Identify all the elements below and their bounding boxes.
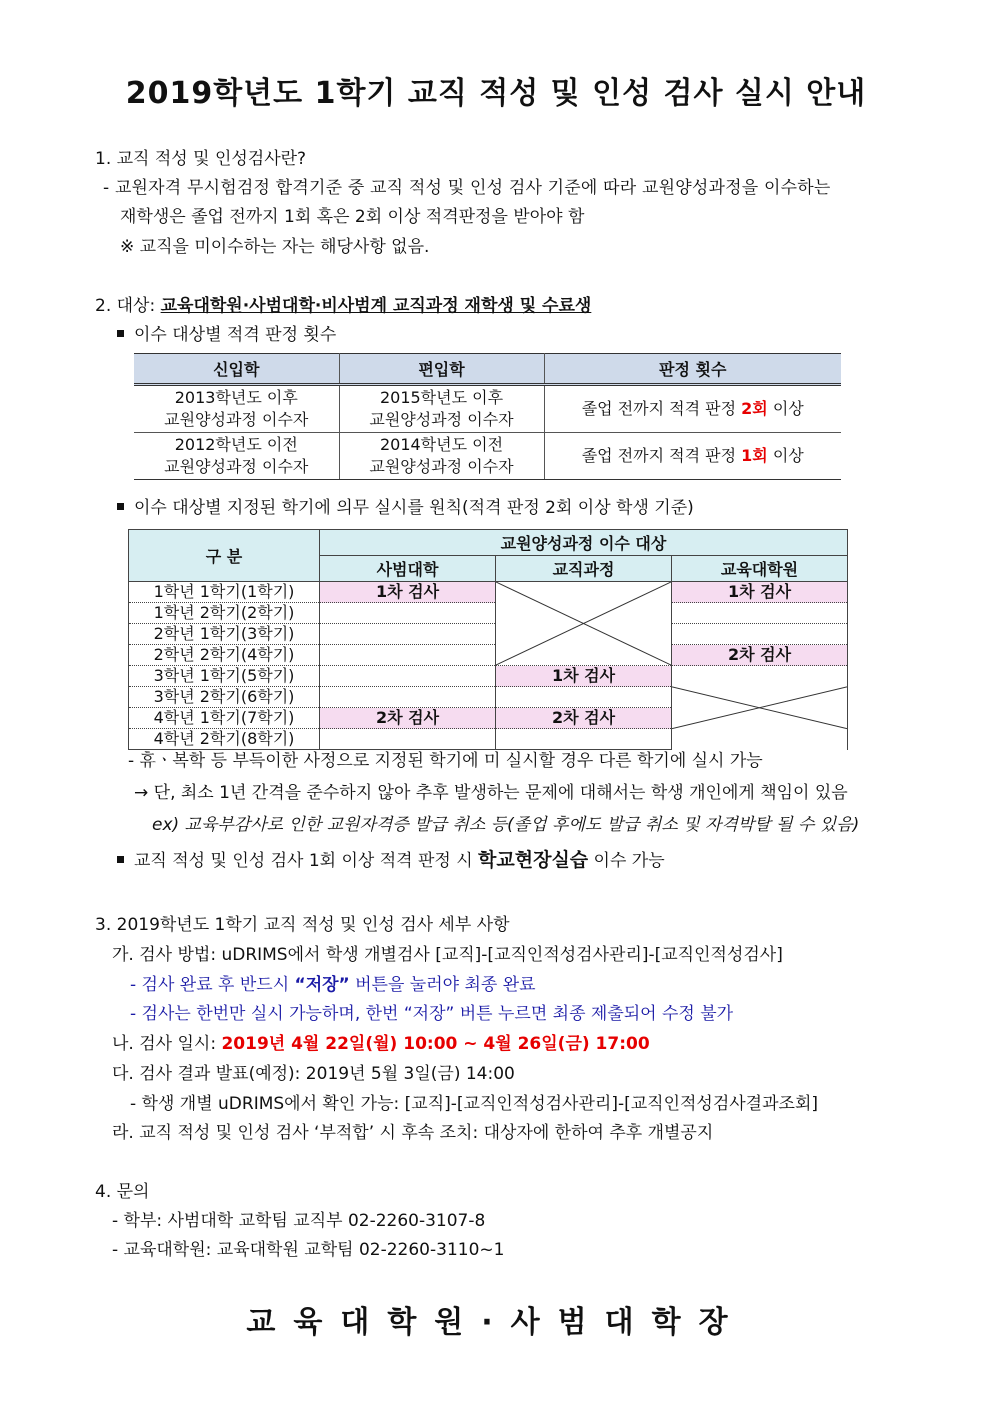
bullet-criteria xyxy=(117,324,336,346)
test-cell xyxy=(672,624,848,645)
schedule-label: 나. 검사 일시: xyxy=(112,1034,222,1054)
section2-target: 교육대학원·사범대학·비사범계 교직과정 재학생 및 수료생 xyxy=(160,296,592,316)
method-note-save xyxy=(130,974,536,996)
semester-label: 4학년 2학기(8학기) xyxy=(129,729,320,750)
col-header-education-college: 사범대학 xyxy=(320,556,496,582)
test-cell: 1차 검사 xyxy=(672,582,848,603)
table-cell xyxy=(544,433,841,480)
test-cell: 2차 검사 xyxy=(496,708,672,729)
signature: 교육대학원·사범대학장 xyxy=(246,1305,746,1340)
cell-line: 2014학년도 이전 xyxy=(379,435,504,454)
cross-icon xyxy=(496,582,671,665)
bullet-criteria-text: 이수 대상별 적격 판정 횟수 xyxy=(134,325,337,345)
test-cell xyxy=(320,645,496,666)
bullet-practicum-post: 이수 가능 xyxy=(588,851,665,871)
test-cell xyxy=(320,687,496,708)
cross-icon xyxy=(672,666,847,750)
section1-line2: 재학생은 졸업 전까지 1회 혹은 2회 이상 적격판정을 받아야 함 xyxy=(120,207,585,227)
save-highlight: “저장” xyxy=(294,975,350,995)
method-note-text: 버튼을 눌러야 최종 완료 xyxy=(349,975,536,995)
semester-label: 4학년 1학기(7학기) xyxy=(129,708,320,729)
page-title: 2019학년도 1학기 교직 적성 및 인성 검사 실시 안내 xyxy=(125,76,867,111)
cell-line: 2012학년도 이전 xyxy=(174,435,298,454)
schedule-table xyxy=(128,529,848,750)
bullet-schedule-text: 이수 대상별 지정된 학기에 의무 실시를 원칙(적격 판정 2회 이상 학생 기준) xyxy=(134,498,694,518)
table-row xyxy=(129,624,848,645)
method-note-once: - 검사는 한번만 실시 가능하며, 한번 “저장” 버튼 누르면 최종 제출되어 수정 불가 xyxy=(130,1004,734,1024)
cell-text: 이상 xyxy=(767,446,804,465)
semester-label: 2학년 1학기(3학기) xyxy=(129,624,320,645)
test-cell: 2차 검사 xyxy=(672,645,848,666)
contact-undergrad: - 학부: 사범대학 교학팀 교직부 02-2260-3107-8 xyxy=(112,1211,486,1231)
table-row xyxy=(129,582,848,603)
cell-text: 졸업 전까지 적격 판정 xyxy=(581,446,742,465)
section1-line1: - 교원자격 무시험검정 합격기준 중 교직 적성 및 인성 검사 기준에 따라 교원양성과정을 이수하는 xyxy=(103,178,831,198)
cell-line: 교원양성과정 이수자 xyxy=(369,457,514,476)
table-cell xyxy=(544,385,841,433)
table-row xyxy=(129,666,848,687)
square-bullet-icon xyxy=(117,330,124,337)
table-row xyxy=(134,385,841,433)
table-header-row xyxy=(134,354,841,385)
section4-heading: 4. 문의 xyxy=(95,1182,150,1202)
method-line: 가. 검사 방법: uDRIMS에서 학생 개별검사 [교직]-[교직인적성검사관리]-[교직인적성검사] xyxy=(112,945,783,965)
table-header-row xyxy=(129,530,848,556)
bullet-schedule xyxy=(117,497,694,519)
table-row xyxy=(134,433,841,480)
section1-heading: 1. 교직 적성 및 인성검사란? xyxy=(95,149,307,169)
col-header-graduate-school: 교육대학원 xyxy=(672,556,848,582)
test-cell: 2차 검사 xyxy=(320,708,496,729)
test-cell xyxy=(496,729,672,750)
table-cell xyxy=(134,433,339,480)
schedule-date: 2019년 4월 22일(월) 10:00 ~ 4월 26일(금) 17:00 xyxy=(221,1034,650,1054)
semester-label: 2학년 2학기(4학기) xyxy=(129,645,320,666)
test-cell xyxy=(320,603,496,624)
table-cell xyxy=(339,433,544,480)
table-row xyxy=(129,645,848,666)
section2-heading-prefix: 2. 대상: xyxy=(95,296,161,316)
col-header-division: 구 분 xyxy=(129,530,320,582)
followup-line: 라. 교직 적성 및 인성 검사 ‘부적합’ 시 후속 조치: 대상자에 한하여 추후 개별공지 xyxy=(112,1123,714,1143)
square-bullet-icon xyxy=(117,503,124,510)
count-highlight: 1회 xyxy=(741,446,768,465)
cell-line: 2015학년도 이후 xyxy=(379,388,504,407)
note-example: ex) 교육부감사로 인한 교원자격증 발급 취소 등(졸업 후에도 발급 취소 및 자격박탈 될 수 있음) xyxy=(152,815,860,835)
not-applicable-cell xyxy=(672,666,848,750)
method-note-text: - 검사 완료 후 반드시 xyxy=(130,975,295,995)
practicum-highlight: 학교현장실습 xyxy=(478,849,589,871)
col-header-teaching-course: 교직과정 xyxy=(496,556,672,582)
test-cell: 1차 검사 xyxy=(320,582,496,603)
criteria-table xyxy=(134,353,841,480)
semester-label: 1학년 1학기(1학기) xyxy=(129,582,320,603)
semester-label: 1학년 2학기(2학기) xyxy=(129,603,320,624)
result-note: - 학생 개별 uDRIMS에서 확인 가능: [교직]-[교직인적성검사관리]-[교직인적성검사결과조회] xyxy=(130,1094,818,1114)
semester-label: 3학년 1학기(5학기) xyxy=(129,666,320,687)
cell-line: 교원양성과정 이수자 xyxy=(369,410,514,429)
contact-graduate: - 교육대학원: 교육대학원 교학팀 02-2260-3110~1 xyxy=(112,1240,505,1260)
note-leave: - 휴ㆍ복학 등 부득이한 사정으로 지정된 학기에 미 실시할 경우 다른 학기에 실시 가능 xyxy=(128,751,763,771)
not-applicable-cell xyxy=(496,582,672,666)
cell-text: 졸업 전까지 적격 판정 xyxy=(581,399,742,418)
test-cell: 1차 검사 xyxy=(496,666,672,687)
col-header-count: 판정 횟수 xyxy=(544,354,841,385)
section1-note: ※ 교직을 미이수하는 자는 해당사항 없음. xyxy=(120,237,430,257)
bullet-practicum xyxy=(117,849,665,872)
col-header-freshman: 신입학 xyxy=(134,354,339,385)
col-header-transfer: 편입학 xyxy=(339,354,544,385)
table-cell xyxy=(134,385,339,433)
bullet-practicum-pre: 교직 적성 및 인성 검사 1회 이상 적격 판정 시 xyxy=(134,851,479,871)
test-cell xyxy=(672,603,848,624)
group-header: 교원양성과정 이수 대상 xyxy=(320,530,848,556)
test-cell xyxy=(320,729,496,750)
cell-line: 2013학년도 이후 xyxy=(174,388,298,407)
schedule-line xyxy=(112,1033,650,1055)
section3-heading: 3. 2019학년도 1학기 교직 적성 및 인성 검사 세부 사항 xyxy=(95,915,510,935)
table-row xyxy=(129,603,848,624)
cell-text: 이상 xyxy=(767,399,804,418)
count-highlight: 2회 xyxy=(741,399,768,418)
semester-label: 3학년 2학기(6학기) xyxy=(129,687,320,708)
table-cell xyxy=(339,385,544,433)
note-interval: → 단, 최소 1년 간격을 준수하지 않아 추후 발생하는 문제에 대해서는 학생 개인에게 책임이 있음 xyxy=(134,783,848,803)
cell-line: 교원양성과정 이수자 xyxy=(164,410,309,429)
test-cell xyxy=(320,666,496,687)
square-bullet-icon xyxy=(117,856,124,863)
test-cell xyxy=(320,624,496,645)
result-line: 다. 검사 결과 발표(예정): 2019년 5월 3일(금) 14:00 xyxy=(112,1064,515,1084)
test-cell xyxy=(496,687,672,708)
cell-line: 교원양성과정 이수자 xyxy=(164,457,309,476)
section2-heading xyxy=(95,295,591,317)
